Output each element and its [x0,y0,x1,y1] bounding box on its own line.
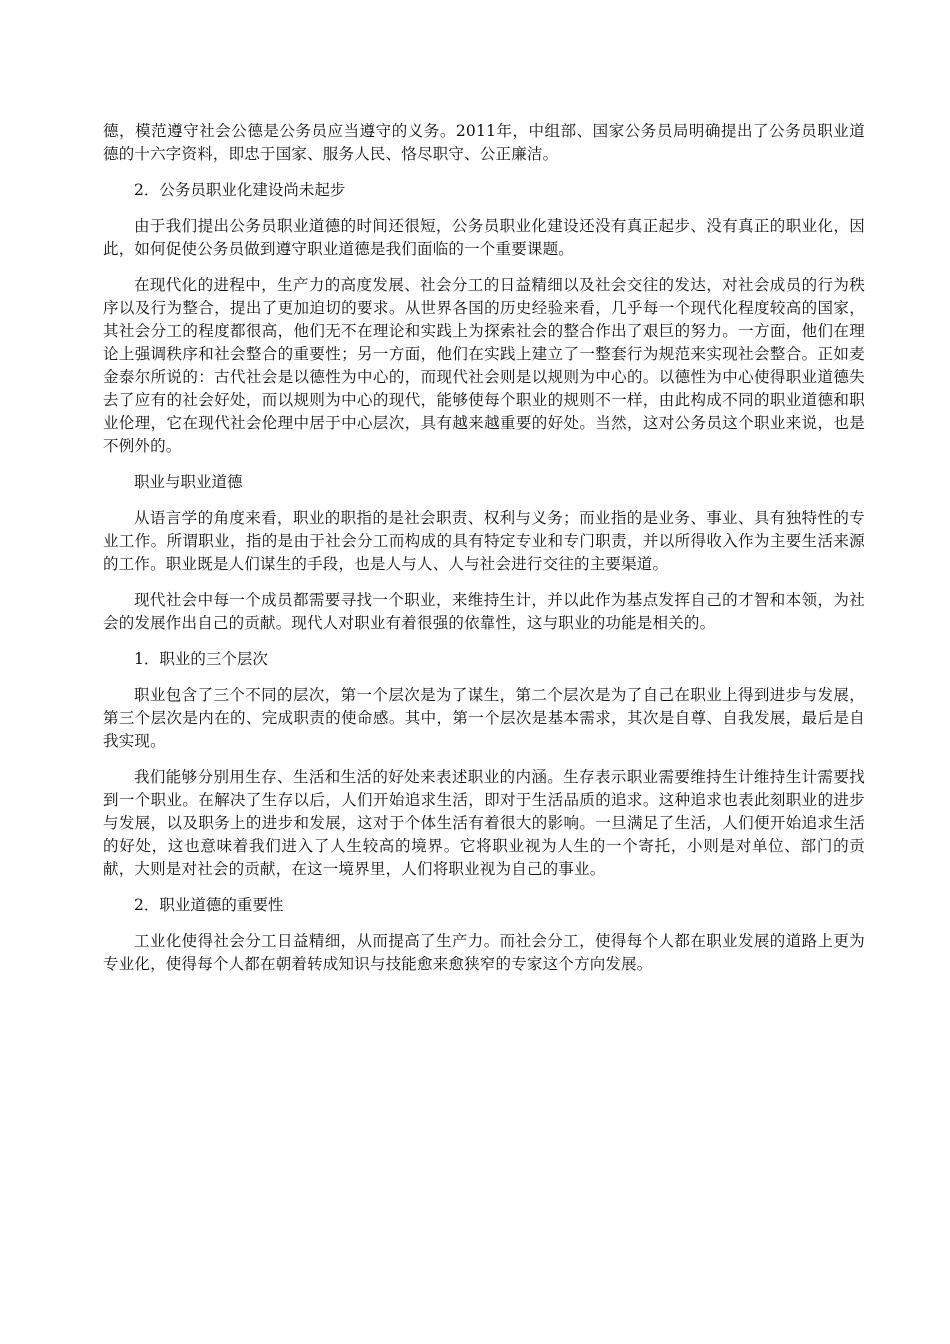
paragraph: 由于我们提出公务员职业道德的时间还很短，公务员职业化建设还没有真正起步、没有真正的职业化，因此，如何促使公务员做到遵守职业道德是我们面临的一个重要课题。 [103,217,865,258]
paragraph-continued: 德，模范遵守社会公德是公务员应当遵守的义务。2011年，中组部、国家公务员局明确提出了公务员职业道德的十六字资料，即忠于国家、服务人民、恪尽职守、公正廉洁。 [103,122,865,163]
paragraph: 在现代化的进程中，生产力的高度发展、社会分工的日益精细以及社会交往的发达，对社会成员的行为秩序以及行为整合，提出了更加迫切的要求。从世界各国的历史经验来看，几乎每一个现代化程度较高的国家，其社会分工的程度都很高，他们无不在理论和实践上为探索社会的整合作出了艰巨的努力。一方面，他们在理论上强调秩序和社会整合的重要性；另一方面，他们在实践上建立了一整套行为规范来实现社会整合。正如麦金泰尔所说的：古代社会是以德性为中心的，而现代社会则是以规则为中心的。以德性为中心使得职业道德失去了应有的社会好处，而以规则为中心的现代，能够使每个职业的规则不一样，由此构成不同的职业道德和职业伦理，它在现代社会伦理中居于中心层次，具有越来越重要的好处。当然，这对公务员这个职业来说，也是不例外的。 [103,276,865,455]
section-heading: 职业与职业道德 [134,473,243,491]
section-heading: 2．公务员职业化建设尚未起步 [134,181,346,199]
section-heading: 2．职业道德的重要性 [134,896,284,914]
paragraph: 从语言学的角度来看，职业的职指的是社会职责、权利与义务；而业指的是业务、事业、具有独特性的专业工作。所谓职业，指的是由于社会分工而构成的具有特定专业和专门职责，并以所得收入作为主要生活来源的工作。职业既是人们谋生的手段，也是人与人、人与社会进行交往的主要渠道。 [103,509,865,573]
paragraph: 工业化使得社会分工日益精细，从而提高了生产力。而社会分工，使得每个人都在职业发展的道路上更为专业化，使得每个人都在朝着转成知识与技能愈来愈狭窄的专家这个方向发展。 [103,932,865,973]
section-heading: 1．职业的三个层次 [134,650,268,668]
paragraph: 职业包含了三个不同的层次，第一个层次是为了谋生，第二个层次是为了自己在职业上得到进步与发展，第三个层次是内在的、完成职责的使命感。其中，第一个层次是基本需求，其次是自尊、自我发展，最后是自我实现。 [103,686,865,750]
paragraph: 现代社会中每一个成员都需要寻找一个职业，来维持生计，并以此作为基点发挥自己的才智和本领，为社会的发展作出自己的贡献。现代人对职业有着很强的依靠性，这与职业的功能是相关的。 [103,591,865,632]
paragraph: 我们能够分别用生存、生活和生活的好处来表述职业的内涵。生存表示职业需要维持生计维持生计需要找到一个职业。在解决了生存以后，人们开始追求生活，即对于生活品质的追求。这种追求也表此刻职业的进步与发展，以及职务上的进步和发展，这对于个体生活有着很大的影响。一旦满足了生活，人们便开始追求生活的好处，这也意味着我们进入了人生较高的境界。它将职业视为人生的一个寄托，小则是对单位、部门的贡献，大则是对社会的贡献，在这一境界里，人们将职业视为自己的事业。 [103,768,865,878]
document-page [103,120,865,989]
